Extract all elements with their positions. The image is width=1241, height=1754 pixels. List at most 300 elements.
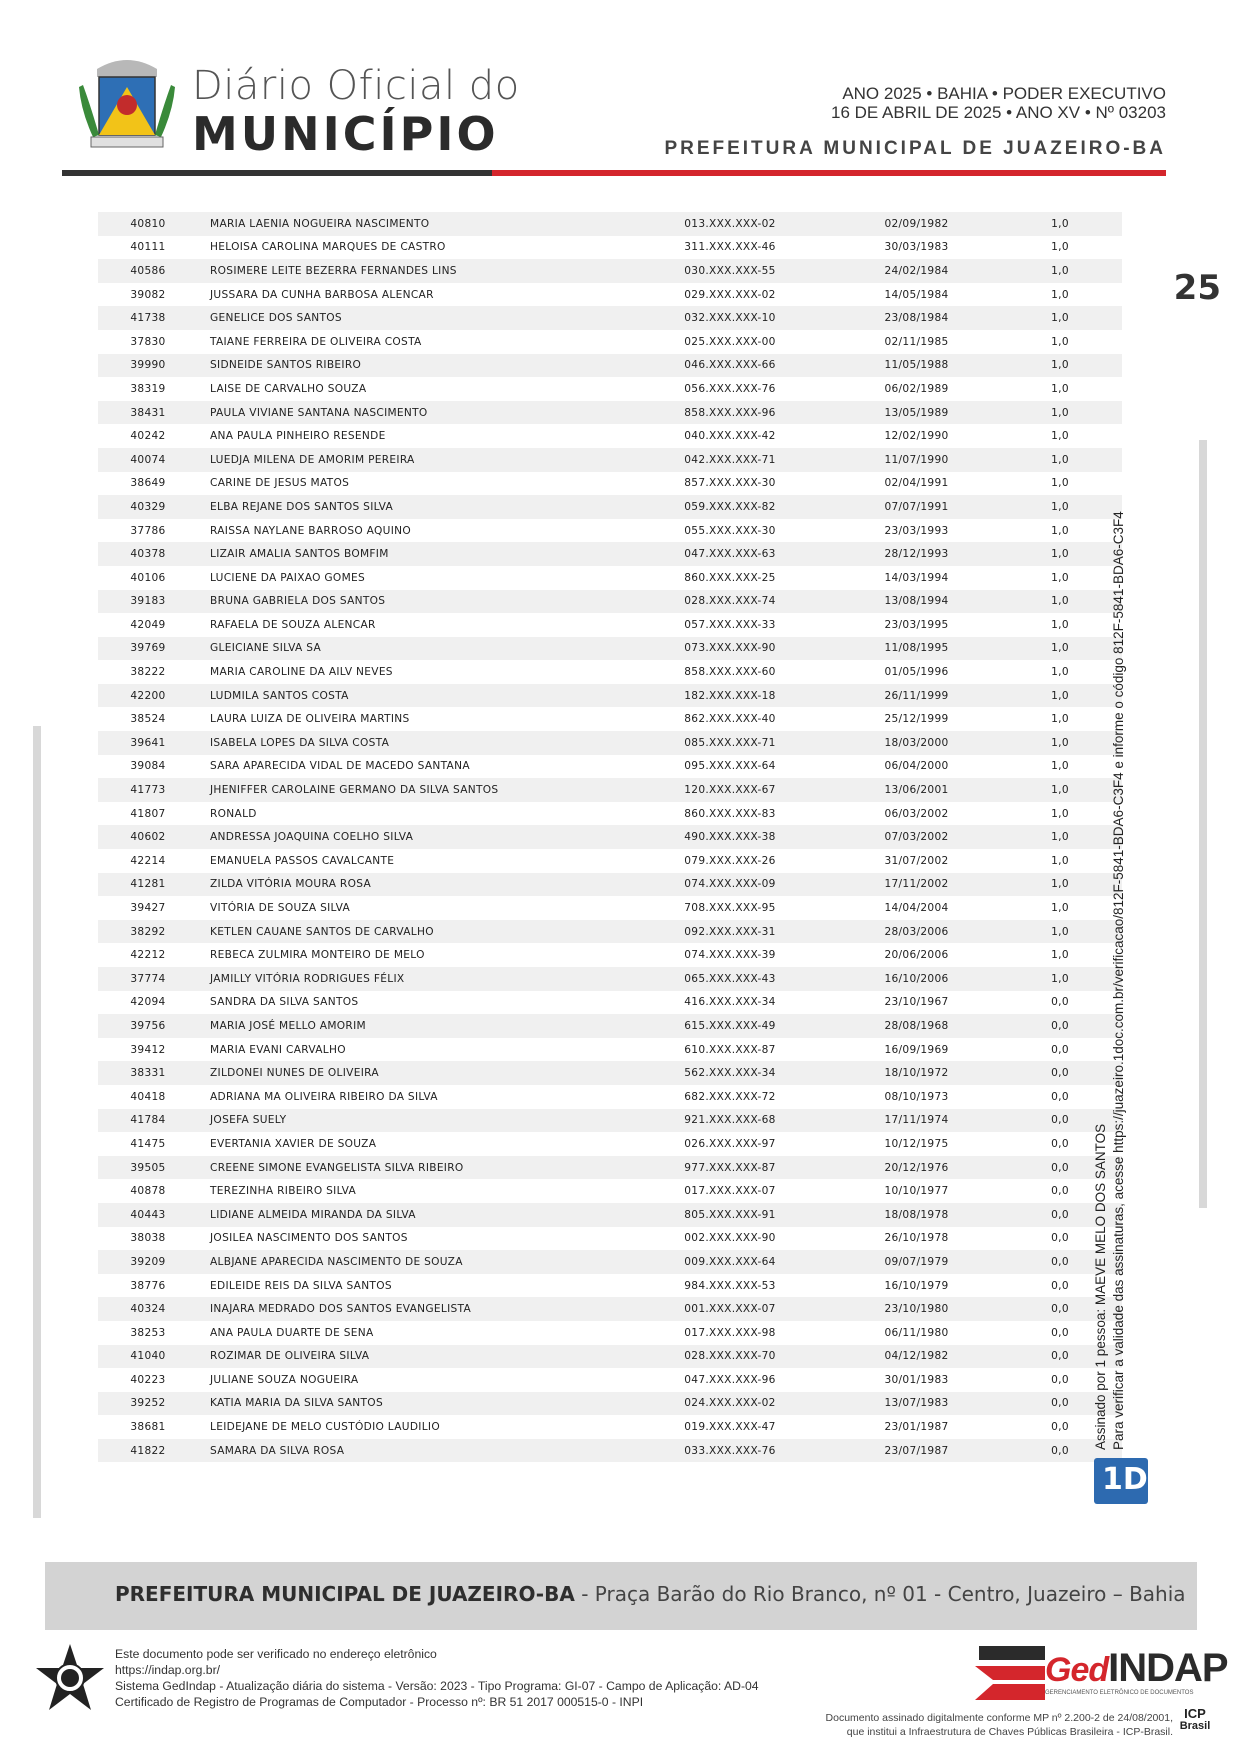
edition-line-1: ANO 2025 • BAHIA • PODER EXECUTIVO (842, 84, 1166, 103)
cell-name: KETLEN CAUANE SANTOS DE CARVALHO (210, 925, 434, 938)
cell-id: 39183 (130, 595, 166, 608)
cell-cpf: 055.XXX.XXX-30 (684, 524, 776, 537)
cell-name: ANA PAULA PINHEIRO RESENDE (210, 430, 386, 443)
icp-line-1: ICP (1184, 1706, 1206, 1721)
table-row (98, 1014, 1122, 1038)
table-row (98, 306, 1122, 330)
cell-name: INAJARA MEDRADO DOS SANTOS EVANGELISTA (210, 1303, 472, 1316)
cell-name: ZILDA VITÓRIA MOURA ROSA (210, 878, 371, 891)
cell-cpf: 017.XXX.XXX-07 (684, 1185, 776, 1198)
cell-birthdate: 13/05/1989 (884, 406, 949, 419)
table-row (98, 1415, 1122, 1439)
cell-name: TAIANE FERREIRA DE OLIVEIRA COSTA (210, 335, 422, 348)
cell-cpf: 028.XXX.XXX-74 (684, 595, 776, 608)
table-row (98, 731, 1122, 755)
cell-cpf: 615.XXX.XXX-49 (684, 1019, 776, 1032)
cell-score: 1,0 (1051, 902, 1069, 915)
table-row (98, 1227, 1122, 1251)
cell-id: 41807 (130, 807, 166, 820)
cell-name: MARIA JOSÉ MELLO AMORIM (210, 1019, 366, 1032)
table-row (98, 873, 1122, 897)
cell-cpf: 862.XXX.XXX-40 (684, 713, 776, 726)
cell-name: EMANUELA PASSOS CAVALCANTE (210, 854, 395, 867)
cell-birthdate: 31/07/2002 (884, 854, 949, 867)
header-rule-dark (62, 170, 492, 176)
table-row (98, 1368, 1122, 1392)
cell-id: 41281 (130, 878, 166, 891)
table-row (98, 495, 1122, 519)
cell-score: 0,0 (1051, 1326, 1069, 1339)
cell-id: 40810 (130, 217, 166, 230)
cell-name: RONALD (210, 807, 257, 820)
cell-name: MARIA EVANI CARVALHO (210, 1043, 346, 1056)
cell-birthdate: 28/03/2006 (884, 925, 949, 938)
prefeitura-title: PREFEITURA MUNICIPAL DE JUAZEIRO-BA (664, 138, 1166, 159)
cell-id: 42049 (130, 618, 166, 631)
cell-cpf: 013.XXX.XXX-02 (684, 217, 776, 230)
margin-bar-left (33, 726, 41, 1518)
cell-score: 1,0 (1051, 666, 1069, 679)
cell-id: 39082 (130, 288, 166, 301)
table-row (98, 755, 1122, 779)
cell-birthdate: 11/05/1988 (884, 359, 949, 372)
cell-name: REBECA ZULMIRA MONTEIRO DE MELO (210, 949, 425, 962)
cell-birthdate: 02/11/1985 (884, 335, 949, 348)
cell-score: 1,0 (1051, 359, 1069, 372)
edition-info (664, 84, 1166, 160)
footer-rest: - Praça Barão do Rio Branco, nº 01 - Centro, Juazeiro – Bahia (574, 1582, 1186, 1606)
table-row (98, 1439, 1122, 1463)
cell-score: 0,0 (1051, 1067, 1069, 1080)
cell-birthdate: 10/12/1975 (884, 1137, 949, 1150)
cell-id: 42212 (130, 949, 166, 962)
cell-birthdate: 23/10/1967 (884, 996, 949, 1009)
cell-score: 1,0 (1051, 595, 1069, 608)
cell-cpf: 032.XXX.XXX-10 (684, 312, 776, 325)
cell-score: 1,0 (1051, 241, 1069, 254)
cell-id: 40242 (130, 430, 166, 443)
cell-score: 1,0 (1051, 288, 1069, 301)
cell-score: 1,0 (1051, 217, 1069, 230)
cell-birthdate: 09/07/1979 (884, 1255, 949, 1268)
cell-cpf: 311.XXX.XXX-46 (684, 241, 776, 254)
cell-id: 41738 (130, 312, 166, 325)
cell-id: 42214 (130, 854, 166, 867)
table-row (98, 1132, 1122, 1156)
table-row (98, 896, 1122, 920)
cell-birthdate: 11/07/1990 (884, 453, 949, 466)
cell-cpf: 682.XXX.XXX-72 (684, 1090, 776, 1103)
cell-cpf: 095.XXX.XXX-64 (684, 760, 776, 773)
cell-cpf: 047.XXX.XXX-96 (684, 1373, 776, 1386)
cell-cpf: 073.XXX.XXX-90 (684, 642, 776, 655)
cell-cpf: 092.XXX.XXX-31 (684, 925, 776, 938)
cell-cpf: 029.XXX.XXX-02 (684, 288, 776, 301)
cell-score: 1,0 (1051, 382, 1069, 395)
legal-notice (826, 1711, 1173, 1739)
cell-score: 1,0 (1051, 264, 1069, 277)
cell-score: 0,0 (1051, 1019, 1069, 1032)
cell-birthdate: 24/02/1984 (884, 264, 949, 277)
cell-id: 40106 (130, 571, 166, 584)
table-row (98, 519, 1122, 543)
cell-cpf: 490.XXX.XXX-38 (684, 831, 776, 844)
cell-birthdate: 25/12/1999 (884, 713, 949, 726)
cell-name: JAMILLY VITÓRIA RODRIGUES FÉLIX (210, 972, 405, 985)
table-row (98, 354, 1122, 378)
page-header (62, 42, 1166, 180)
cell-id: 37774 (130, 972, 166, 985)
cell-name: HELOISA CAROLINA MARQUES DE CASTRO (210, 241, 446, 254)
cell-birthdate: 01/05/1996 (884, 666, 949, 679)
table-row (98, 802, 1122, 826)
cell-birthdate: 06/03/2002 (884, 807, 949, 820)
cell-id: 39084 (130, 760, 166, 773)
cell-birthdate: 18/10/1972 (884, 1067, 949, 1080)
cell-score: 1,0 (1051, 831, 1069, 844)
municipal-crest-icon (77, 47, 177, 152)
legal-line-2: que institui a Infraestrutura de Chaves Públicas Brasileira - ICP-Brasil. (846, 1726, 1173, 1738)
cell-birthdate: 13/08/1994 (884, 595, 949, 608)
cell-score: 1,0 (1051, 642, 1069, 655)
cell-score: 0,0 (1051, 1137, 1069, 1150)
table-row (98, 778, 1122, 802)
logo-line-1: Diário Oficial do (192, 63, 520, 109)
cell-id: 41822 (130, 1444, 166, 1457)
cell-birthdate: 17/11/2002 (884, 878, 949, 891)
verification-info (115, 1646, 759, 1710)
table-row (98, 566, 1122, 590)
cell-birthdate: 23/07/1987 (884, 1444, 949, 1457)
signature-line-1: Assinado por 1 pessoa: MAEVE MELO DOS SANTOS (1093, 1123, 1108, 1450)
cell-birthdate: 12/02/1990 (884, 430, 949, 443)
cell-birthdate: 23/03/1993 (884, 524, 949, 537)
cell-birthdate: 10/10/1977 (884, 1185, 949, 1198)
cell-score: 0,0 (1051, 1397, 1069, 1410)
cell-score: 1,0 (1051, 972, 1069, 985)
table-row (98, 637, 1122, 661)
cell-id: 38331 (130, 1067, 166, 1080)
cell-score: 0,0 (1051, 1043, 1069, 1056)
edition-line-2: 16 DE ABRIL DE 2025 • ANO XV • Nº 03203 (831, 103, 1166, 122)
cell-id: 39756 (130, 1019, 166, 1032)
cell-score: 1,0 (1051, 689, 1069, 702)
cell-birthdate: 08/10/1973 (884, 1090, 949, 1103)
cell-birthdate: 14/04/2004 (884, 902, 949, 915)
cell-name: TEREZINHA RIBEIRO SILVA (210, 1185, 357, 1198)
gedindap-wordmark (1045, 1646, 1228, 1691)
cell-cpf: 860.XXX.XXX-25 (684, 571, 776, 584)
cell-cpf: 065.XXX.XXX-43 (684, 972, 776, 985)
cell-id: 41773 (130, 784, 166, 797)
cell-id: 40602 (130, 831, 166, 844)
cell-score: 1,0 (1051, 736, 1069, 749)
cell-name: ADRIANA MA OLIVEIRA RIBEIRO DA SILVA (210, 1090, 438, 1103)
table-row (98, 1109, 1122, 1133)
cell-birthdate: 17/11/1974 (884, 1114, 949, 1127)
cell-birthdate: 07/07/1991 (884, 500, 949, 513)
gedindap-tagline: GERENCIAMENTO ELETRÔNICO DE DOCUMENTOS (1045, 1690, 1194, 1696)
table-row (98, 660, 1122, 684)
cell-id: 38038 (130, 1232, 166, 1245)
cell-score: 1,0 (1051, 878, 1069, 891)
cell-score: 1,0 (1051, 854, 1069, 867)
cell-id: 39252 (130, 1397, 166, 1410)
cell-score: 1,0 (1051, 571, 1069, 584)
cell-cpf: 019.XXX.XXX-47 (684, 1421, 776, 1434)
cell-score: 0,0 (1051, 1208, 1069, 1221)
table-row (98, 1274, 1122, 1298)
gedindap-logo (975, 1644, 1228, 1704)
verification-line-1: Este documento pode ser verificado no endereço eletrônico (115, 1647, 437, 1661)
cell-cpf: 708.XXX.XXX-95 (684, 902, 776, 915)
cell-id: 40878 (130, 1185, 166, 1198)
cell-id: 38222 (130, 666, 166, 679)
cell-score: 0,0 (1051, 1444, 1069, 1457)
table-row (98, 707, 1122, 731)
cell-birthdate: 20/06/2006 (884, 949, 949, 962)
cell-score: 0,0 (1051, 1373, 1069, 1386)
cell-name: ISABELA LOPES DA SILVA COSTA (210, 736, 390, 749)
footer-bar (45, 1562, 1197, 1630)
cell-name: LAISE DE CARVALHO SOUZA (210, 382, 367, 395)
cell-birthdate: 18/03/2000 (884, 736, 949, 749)
cell-birthdate: 14/05/1984 (884, 288, 949, 301)
legal-line-1: Documento assinado digitalmente conforme MP nº 2.200-2 de 24/08/2001, (825, 1712, 1173, 1724)
cell-birthdate: 13/07/1983 (884, 1397, 949, 1410)
cell-cpf: 030.XXX.XXX-55 (684, 264, 776, 277)
cell-cpf: 074.XXX.XXX-09 (684, 878, 776, 891)
cell-birthdate: 11/08/1995 (884, 642, 949, 655)
cell-score: 0,0 (1051, 1255, 1069, 1268)
cell-birthdate: 23/08/1984 (884, 312, 949, 325)
cell-name: LUDMILA SANTOS COSTA (210, 689, 349, 702)
table-row (98, 1321, 1122, 1345)
cell-id: 41475 (130, 1137, 166, 1150)
cell-id: 38319 (130, 382, 166, 395)
cell-name: LAURA LUIZA DE OLIVEIRA MARTINS (210, 713, 410, 726)
cell-birthdate: 04/12/1982 (884, 1350, 949, 1363)
cell-score: 1,0 (1051, 453, 1069, 466)
cell-birthdate: 28/08/1968 (884, 1019, 949, 1032)
table-row (98, 330, 1122, 354)
cell-name: MARIA LAENIA NOGUEIRA NASCIMENTO (210, 217, 430, 230)
cell-cpf: 001.XXX.XXX-07 (684, 1303, 776, 1316)
cell-score: 1,0 (1051, 500, 1069, 513)
verification-line-3: Sistema GedIndap - Atualização diária do sistema - Versão: 2023 - Tipo Programa: GI-07 - Campo de Aplicação: AD-04 (115, 1679, 759, 1693)
verification-line-4: Certificado de Registro de Programas de Computador - Processo nº: BR 51 2017 000515-0 - INPI (115, 1695, 644, 1709)
cell-birthdate: 06/02/1989 (884, 382, 949, 395)
cell-birthdate: 26/11/1999 (884, 689, 949, 702)
cell-score: 0,0 (1051, 996, 1069, 1009)
cell-cpf: 182.XXX.XXX-18 (684, 689, 776, 702)
cell-cpf: 857.XXX.XXX-30 (684, 477, 776, 490)
cell-name: JOSILEA NASCIMENTO DOS SANTOS (210, 1232, 408, 1245)
cell-cpf: 056.XXX.XXX-76 (684, 382, 776, 395)
cell-birthdate: 26/10/1978 (884, 1232, 949, 1245)
cell-birthdate: 23/01/1987 (884, 1421, 949, 1434)
cell-birthdate: 06/04/2000 (884, 760, 949, 773)
cell-id: 38681 (130, 1421, 166, 1434)
cell-id: 38776 (130, 1279, 166, 1292)
cell-score: 1,0 (1051, 760, 1069, 773)
cell-birthdate: 18/08/1978 (884, 1208, 949, 1221)
cell-score: 1,0 (1051, 312, 1069, 325)
table-row (98, 943, 1122, 967)
cell-name: ROSIMERE LEITE BEZERRA FERNANDES LINS (210, 264, 457, 277)
cell-id: 37830 (130, 335, 166, 348)
logo-line-2: MUNICÍPIO (192, 107, 499, 161)
cell-name: PAULA VIVIANE SANTANA NASCIMENTO (210, 406, 428, 419)
cell-score: 0,0 (1051, 1114, 1069, 1127)
cell-cpf: 858.XXX.XXX-96 (684, 406, 776, 419)
cell-birthdate: 02/09/1982 (884, 217, 949, 230)
ged-word: Ged (1045, 1651, 1109, 1689)
cell-cpf: 046.XXX.XXX-66 (684, 359, 776, 372)
cell-score: 0,0 (1051, 1350, 1069, 1363)
cell-name: JHENIFFER CAROLAINE GERMANO DA SILVA SANTOS (210, 784, 499, 797)
table-row (98, 1250, 1122, 1274)
cell-cpf: 024.XXX.XXX-02 (684, 1397, 776, 1410)
gedindap-mark-icon (975, 1644, 1045, 1702)
cell-score: 0,0 (1051, 1303, 1069, 1316)
footer-address (115, 1582, 1186, 1606)
cell-name: LIDIANE ALMEIDA MIRANDA DA SILVA (210, 1208, 416, 1221)
cell-name: VITÓRIA DE SOUZA SILVA (210, 902, 351, 915)
indap-word: INDAP (1108, 1646, 1228, 1690)
cell-id: 40111 (130, 241, 166, 254)
cell-cpf: 025.XXX.XXX-00 (684, 335, 776, 348)
table-row (98, 377, 1122, 401)
cell-id: 38431 (130, 406, 166, 419)
cell-cpf: 059.XXX.XXX-82 (684, 500, 776, 513)
table-row (98, 684, 1122, 708)
table-row (98, 1179, 1122, 1203)
cell-score: 1,0 (1051, 713, 1069, 726)
cell-score: 1,0 (1051, 548, 1069, 561)
1doc-badge-icon (1094, 1458, 1148, 1504)
cell-cpf: 562.XXX.XXX-34 (684, 1067, 776, 1080)
table-row (98, 613, 1122, 637)
table-row (98, 472, 1122, 496)
table-row (98, 424, 1122, 448)
cell-score: 0,0 (1051, 1185, 1069, 1198)
cell-birthdate: 16/10/1979 (884, 1279, 949, 1292)
cell-cpf: 040.XXX.XXX-42 (684, 430, 776, 443)
cell-score: 0,0 (1051, 1279, 1069, 1292)
table-row (98, 991, 1122, 1015)
cell-name: ROZIMAR DE OLIVEIRA SILVA (210, 1350, 370, 1363)
cell-name: ALBJANE APARECIDA NASCIMENTO DE SOUZA (210, 1255, 463, 1268)
cell-name: BRUNA GABRIELA DOS SANTOS (210, 595, 386, 608)
cell-birthdate: 16/10/2006 (884, 972, 949, 985)
cell-id: 39990 (130, 359, 166, 372)
table-row (98, 967, 1122, 991)
cell-score: 1,0 (1051, 524, 1069, 537)
cell-score: 1,0 (1051, 335, 1069, 348)
icp-brasil-icon (1177, 1708, 1213, 1744)
candidates-table (98, 212, 1122, 1462)
cell-birthdate: 07/03/2002 (884, 831, 949, 844)
cell-cpf: 042.XXX.XXX-71 (684, 453, 776, 466)
cell-cpf: 805.XXX.XXX-91 (684, 1208, 776, 1221)
cell-birthdate: 13/06/2001 (884, 784, 949, 797)
cell-id: 41040 (130, 1350, 166, 1363)
cell-id: 40586 (130, 264, 166, 277)
cell-name: SIDNEIDE SANTOS RIBEIRO (210, 359, 362, 372)
cell-id: 40329 (130, 500, 166, 513)
table-row (98, 590, 1122, 614)
cell-id: 38253 (130, 1326, 166, 1339)
table-row (98, 920, 1122, 944)
cell-name: CREENE SIMONE EVANGELISTA SILVA RIBEIRO (210, 1161, 464, 1174)
cell-cpf: 033.XXX.XXX-76 (684, 1444, 776, 1457)
cell-name: RAISSA NAYLANE BARROSO AQUINO (210, 524, 412, 537)
cell-cpf: 860.XXX.XXX-83 (684, 807, 776, 820)
cell-cpf: 047.XXX.XXX-63 (684, 548, 776, 561)
icp-line-2: Brasil (1179, 1720, 1211, 1732)
cell-birthdate: 02/04/1991 (884, 477, 949, 490)
cell-cpf: 028.XXX.XXX-70 (684, 1350, 776, 1363)
cell-cpf: 017.XXX.XXX-98 (684, 1326, 776, 1339)
cell-id: 37786 (130, 524, 166, 537)
cell-score: 0,0 (1051, 1421, 1069, 1434)
cell-id: 40223 (130, 1373, 166, 1386)
table-row (98, 1085, 1122, 1109)
cell-id: 38524 (130, 713, 166, 726)
table-row (98, 1156, 1122, 1180)
badge-label: 1D (1102, 1462, 1148, 1497)
cell-id: 39769 (130, 642, 166, 655)
cell-cpf: 977.XXX.XXX-87 (684, 1161, 776, 1174)
signature-line-2: Para verificar a validade das assinaturas, acesse https://juazeiro.1doc.com.br/verificacao/812F-5841-BDA6-C3F4 e informe o código 812F-5841-BDA6-C3F4 (1111, 511, 1126, 1450)
cell-name: RAFAELA DE SOUZA ALENCAR (210, 618, 376, 631)
cell-cpf: 610.XXX.XXX-87 (684, 1043, 776, 1056)
verification-link[interactable]: https://indap.org.br/ (115, 1663, 221, 1677)
table-row (98, 259, 1122, 283)
cell-name: ELBA REJANE DOS SANTOS SILVA (210, 500, 394, 513)
signature-notice (1092, 511, 1128, 1450)
cell-id: 40324 (130, 1303, 166, 1316)
cell-name: SARA APARECIDA VIDAL DE MACEDO SANTANA (210, 760, 470, 773)
cell-cpf: 858.XXX.XXX-60 (684, 666, 776, 679)
cell-name: JUSSARA DA CUNHA BARBOSA ALENCAR (210, 288, 434, 301)
cell-cpf: 984.XXX.XXX-53 (684, 1279, 776, 1292)
cell-name: EVERTANIA XAVIER DE SOUZA (210, 1137, 377, 1150)
cell-birthdate: 16/09/1969 (884, 1043, 949, 1056)
cell-birthdate: 23/03/1995 (884, 618, 949, 631)
cell-birthdate: 23/10/1980 (884, 1303, 949, 1316)
cell-score: 1,0 (1051, 949, 1069, 962)
table-row (98, 825, 1122, 849)
cell-cpf: 009.XXX.XXX-64 (684, 1255, 776, 1268)
cell-id: 39427 (130, 902, 166, 915)
cell-name: GLEICIANE SILVA SA (210, 642, 322, 655)
table-row (98, 542, 1122, 566)
table-row (98, 1038, 1122, 1062)
table-row (98, 212, 1122, 236)
cell-id: 40378 (130, 548, 166, 561)
table-row (98, 236, 1122, 260)
table-row (98, 448, 1122, 472)
cell-cpf: 057.XXX.XXX-33 (684, 618, 776, 631)
cell-name: CARINE DE JESUS MATOS (210, 477, 350, 490)
cell-cpf: 079.XXX.XXX-26 (684, 854, 776, 867)
cell-birthdate: 30/01/1983 (884, 1373, 949, 1386)
cell-name: LUEDJA MILENA DE AMORIM PEREIRA (210, 453, 415, 466)
cell-id: 42200 (130, 689, 166, 702)
national-coat-of-arms-icon (33, 1642, 107, 1716)
